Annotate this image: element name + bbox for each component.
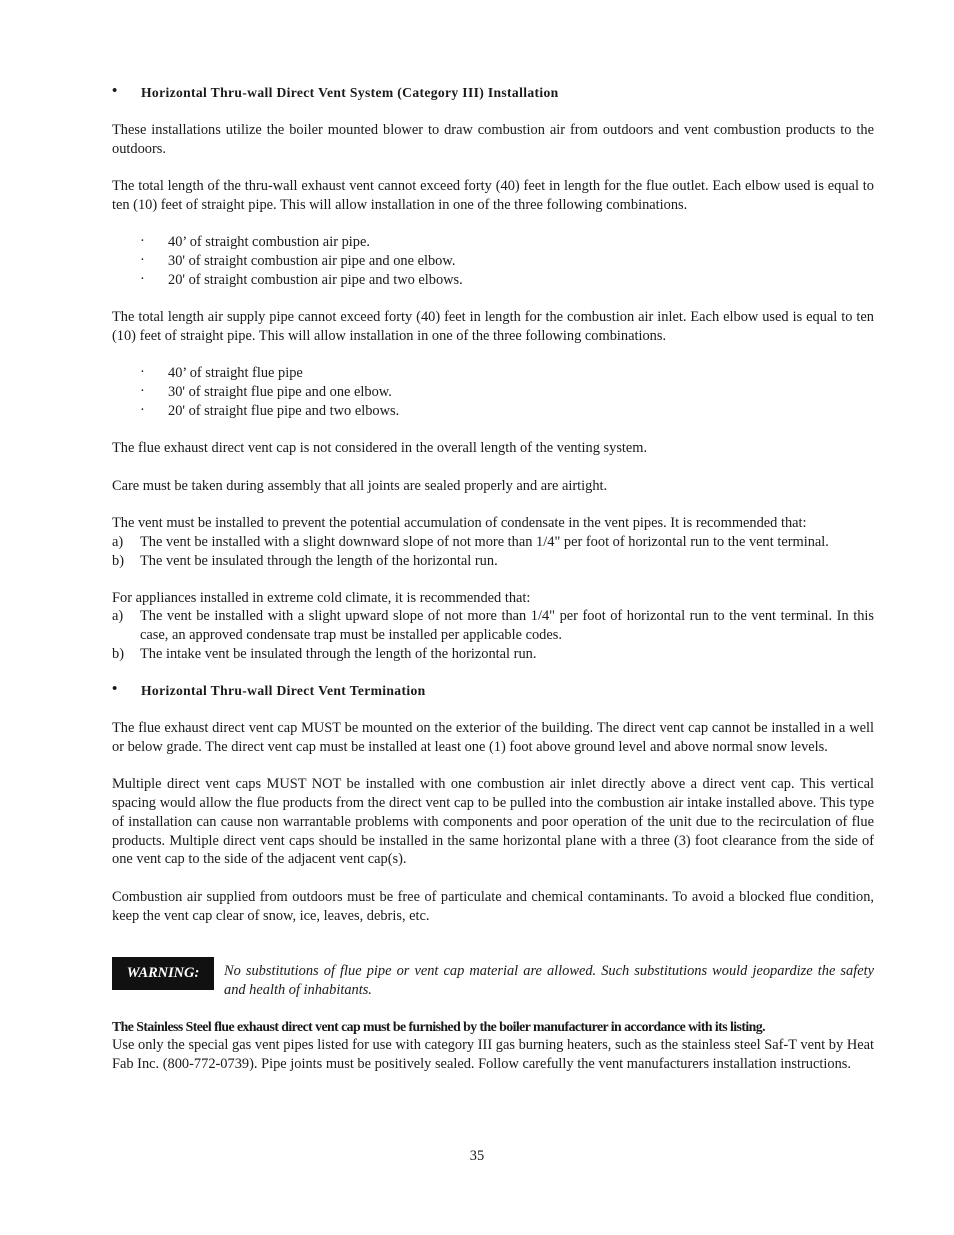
section-heading-installation <box>112 84 874 103</box>
cold-climate-list <box>112 607 874 663</box>
condensate-list <box>112 533 874 571</box>
list-item: · 20' of straight flue pipe and two elbows. <box>140 401 400 419</box>
paragraph-care-note: Care must be taken during assembly that all joints are sealed properly and are airtight. <box>112 477 608 494</box>
heading-text: Horizontal Thru-wall Direct Vent Termination <box>141 683 426 699</box>
bullet: • <box>112 83 118 99</box>
combination-list-air <box>112 233 874 289</box>
paragraph-vent-pipes: Use only the special gas vent pipes listed for use with category III gas burning heaters, such as the stainless steel Saf-T vent by Heat Fab Inc. (800-772-0739). Pipe joints must be positively sealed. Follow carefully the vent manufacturers installation instructions. <box>112 1037 874 1073</box>
list-item: b) The vent be insulated through the length of the horizontal run. <box>112 552 498 569</box>
list-item: · 40’ of straight flue pipe <box>140 364 303 382</box>
paragraph-intro: These installations utilize the boiler mounted blower to draw combustion air from outdoors and vent combustion products to the outdoors. <box>112 121 874 157</box>
combination-list-flue <box>112 364 874 420</box>
paragraph-vent-cap-listing: The Stainless Steel flue exhaust direct vent cap must be furnished by the boiler manufacturer in accordance with its listing. <box>112 1018 766 1034</box>
paragraph-cap-note: The flue exhaust direct vent cap is not considered in the overall length of the venting system. <box>112 440 648 457</box>
list-item: · 30' of straight flue pipe and one elbow. <box>140 383 392 401</box>
list-item: · 30' of straight combustion air pipe and one elbow. <box>140 251 456 269</box>
list-item: · 40’ of straight combustion air pipe. <box>140 233 370 251</box>
paragraph-air-limit: The total length air supply pipe cannot exceed forty (40) feet in length for the combustion air inlet. Each elbow used is equal to ten (10) feet of straight pipe. This will allow installation in one of the three following combinations. <box>112 309 874 344</box>
heading-text: Horizontal Thru-wall Direct Vent System (Category III) Installation <box>141 85 559 100</box>
list-item: a) The vent be installed with a slight downward slope of not more than 1/4" per foot of horizontal run to the vent terminal. <box>112 533 829 550</box>
paragraph-condensate-intro: The vent must be installed to prevent the potential accumulation of condensate in the vent pipes. It is recommended that: <box>112 515 807 532</box>
warning-badge: WARNING: <box>112 957 214 990</box>
paragraph-multiple-caps: Multiple direct vent caps MUST NOT be installed with one combustion air inlet directly above a direct vent cap. This vertical spacing would allow the flue products from the direct vent cap to be pulled into the combustion air intake installed above. This type of installation can cause non warrantable problems with components and poor operation of the unit due to the recirculation of flue products. Multiple direct vent caps should be installed in the same horizontal plane with a three (3) foot clearance from the side of one vent cap to the side of the adjacent vent cap(s). <box>112 776 874 868</box>
paragraph-cold-intro: For appliances installed in extreme cold climate, it is recommended that: <box>112 589 531 606</box>
page-number: 35 <box>469 1148 485 1164</box>
list-item: a) The vent be installed with a slight upward slope of not more than 1/4" per foot of horizontal run to the vent terminal. In this case, an approved condensate trap must be installed per applicable codes. <box>112 608 874 644</box>
paragraph-flue-limit: The total length of the thru-wall exhaust vent cannot exceed forty (40) feet in length for the flue outlet. Each elbow used is equal to ten (10) feet of straight pipe. This will allow installation in one of the three following combinations. <box>112 177 874 213</box>
section-heading-termination <box>112 682 874 701</box>
bullet: • <box>112 681 118 698</box>
list-item: b) The intake vent be insulated through the length of the horizontal run. <box>112 645 537 662</box>
paragraph-combustion-air: Combustion air supplied from outdoors must be free of particulate and chemical contaminants. To avoid a blocked flue condition, keep the vent cap clear of snow, ice, leaves, debris, etc. <box>112 888 874 924</box>
warning-block <box>112 962 874 1000</box>
list-item: · 20' of straight combustion air pipe and two elbows. <box>140 270 463 288</box>
warning-text: No substitutions of flue pipe or vent cap material are allowed. Such substitutions would jeopardize the safety and health of inhabitants. <box>224 963 874 998</box>
document-page <box>112 84 874 1074</box>
paragraph-mounting: The flue exhaust direct vent cap MUST be mounted on the exterior of the building. The direct vent cap cannot be installed in a well or below grade. The direct vent cap must be installed at least one (1) foot above ground level and above normal snow levels. <box>112 720 874 755</box>
